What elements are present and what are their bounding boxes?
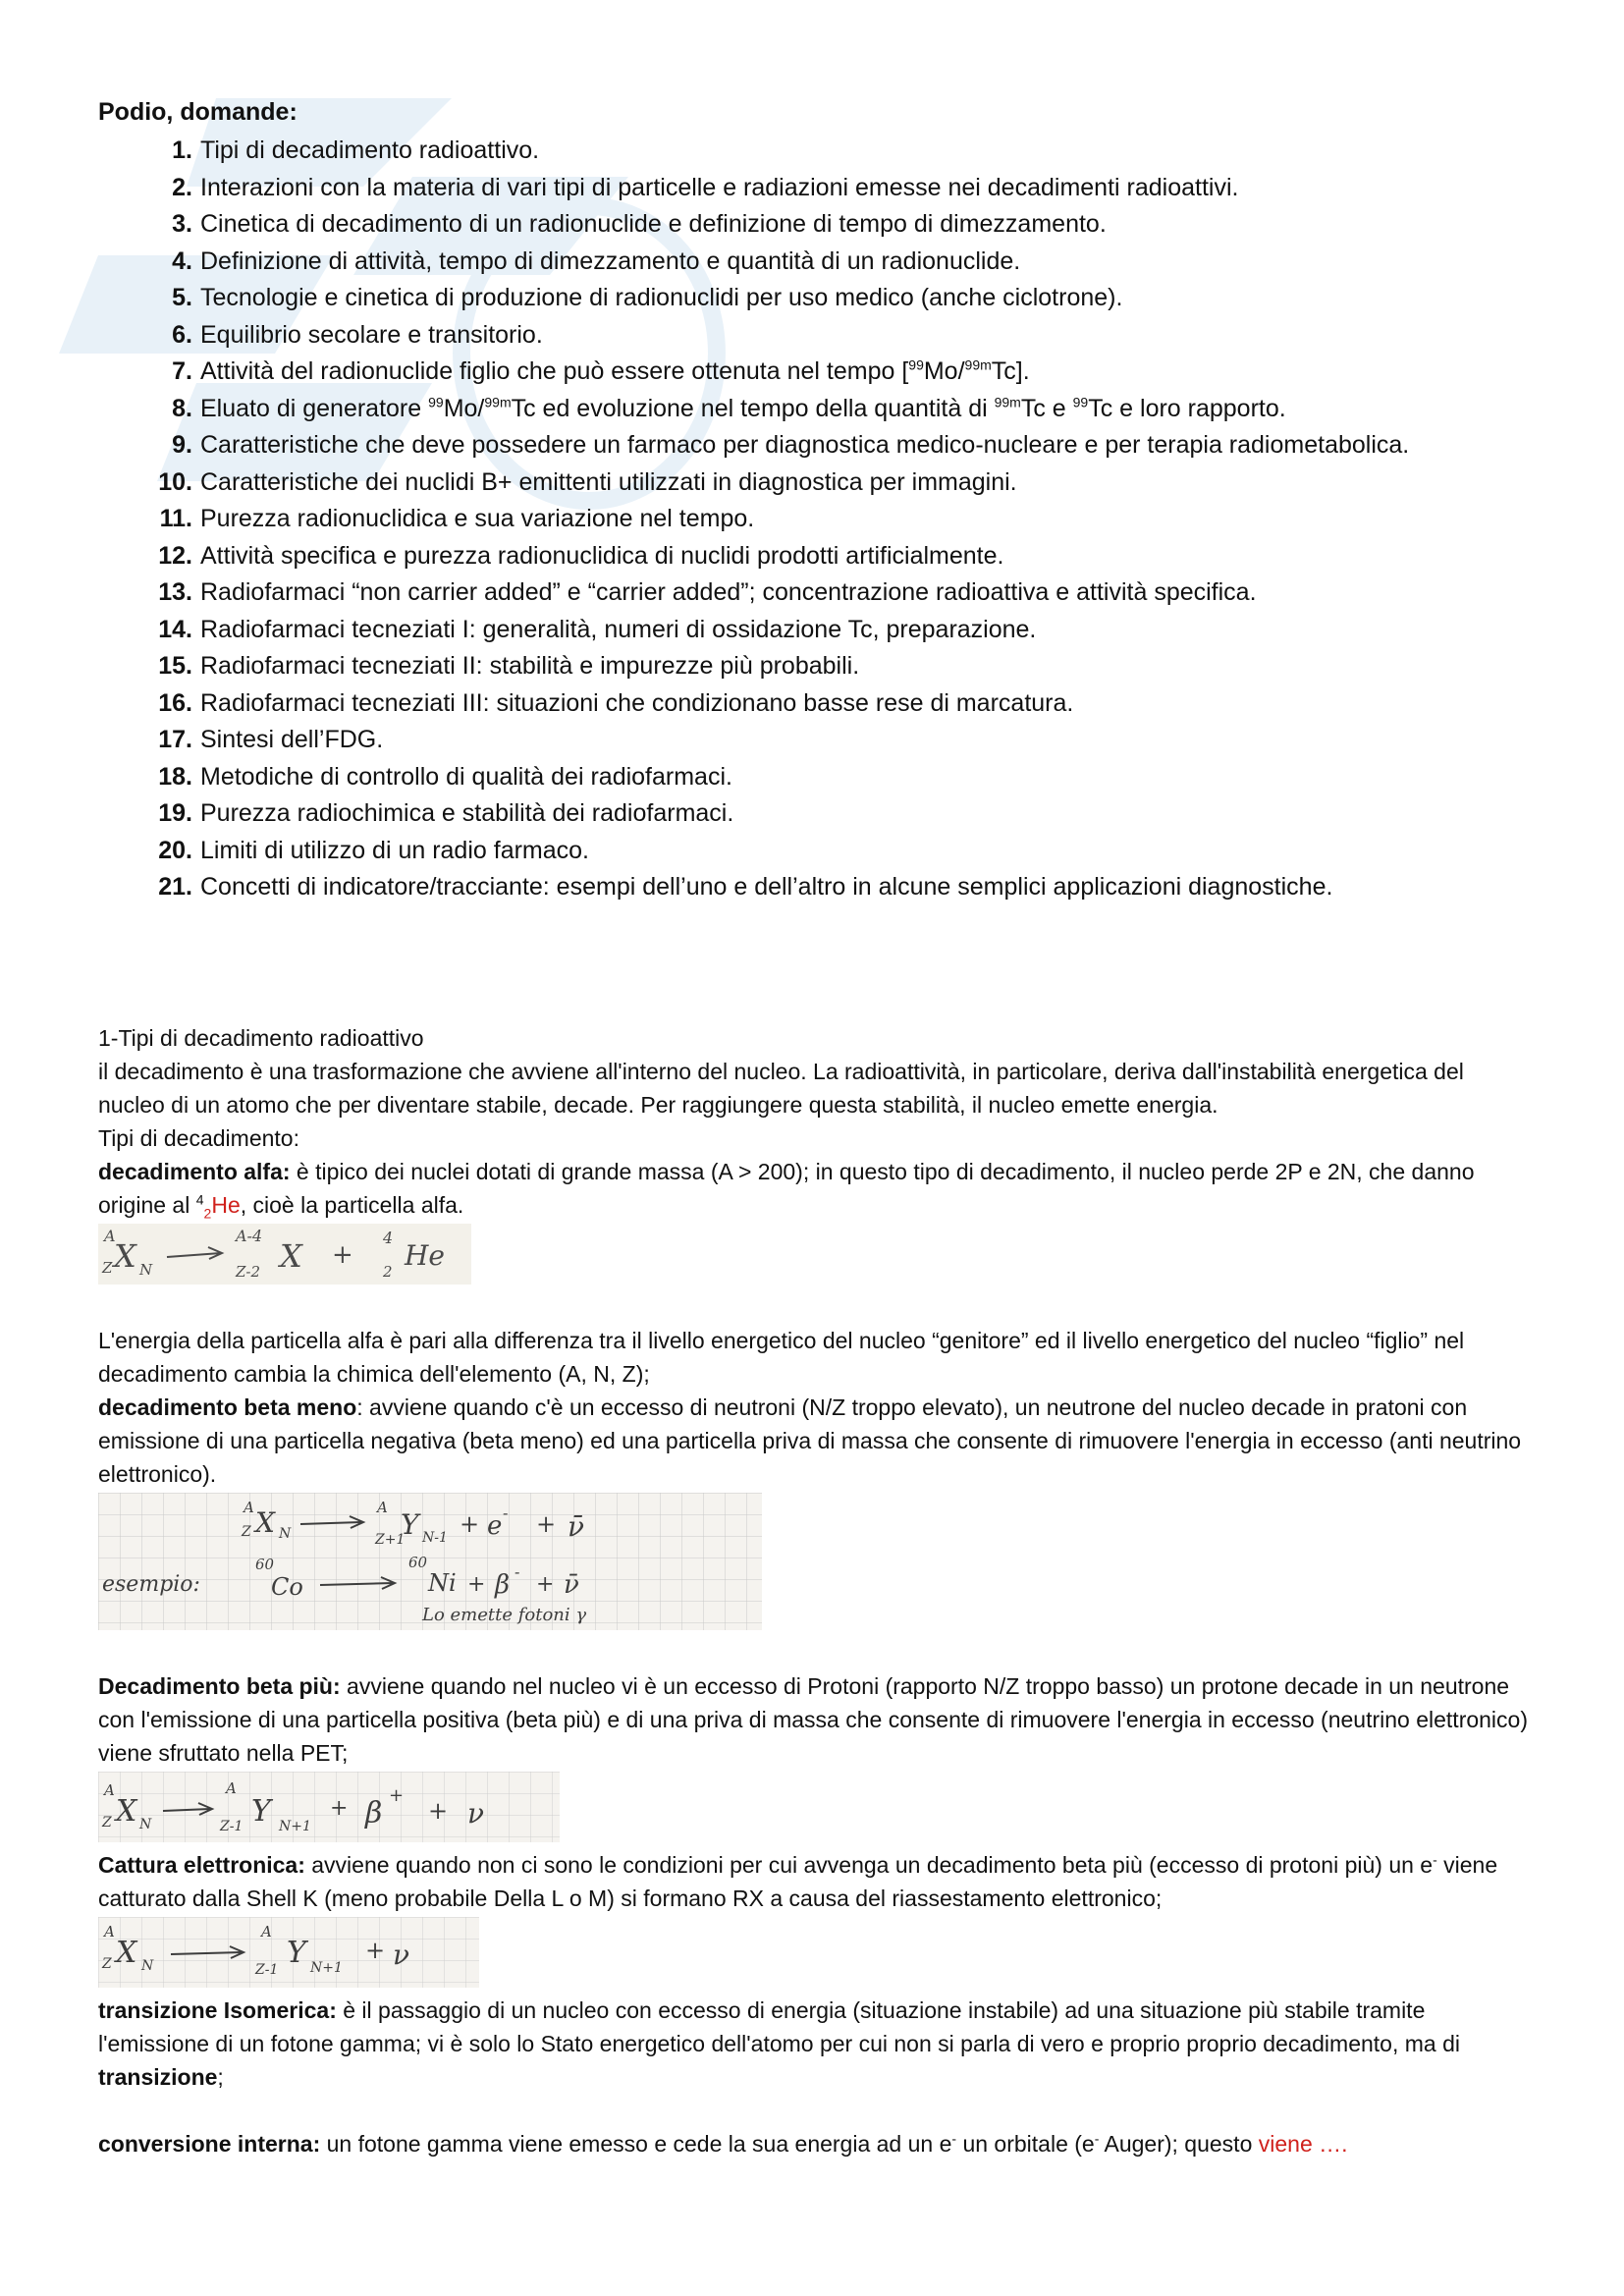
svg-text:N-1: N-1 [422,1530,448,1546]
svg-text:4: 4 [383,1229,394,1247]
electron-capture-equation-image [98,1917,479,1988]
svg-text:Z-1: Z-1 [255,1962,279,1978]
questions-title: Podio, domande: [98,98,298,126]
svg-text:X: X [116,1794,137,1829]
svg-text:+: + [536,1510,557,1538]
svg-text:+: + [460,1510,480,1538]
svg-text:Z: Z [102,1815,112,1831]
section-heading: 1-Tipi di decadimento radioattivo [98,1025,424,1051]
svg-text:A-4: A-4 [236,1227,263,1245]
list-item: 12. Attività specifica e purezza radionuclidica di nuclidi prodotti artificialmente. [158,541,1004,570]
svg-text:X: X [114,1237,136,1275]
isomeric-transition-paragraph: transizione Isomerica: è il passaggio di un nucleo con eccesso di energia (situazione instabile) ad una situazione più stabile tramite l'emissione di un fotone gamma; vi è solo lo Stato energetico dell'atomo per cui non si parla di vero e proprio proprio decadimento, ma di transizione; [98,1997,1460,2090]
svg-text:e: e [487,1511,503,1541]
list-item: 8. Eluato di generatore $^{99}$Mo/$^{99m}$Tc ed evoluzione nel tempo della quantità di $^{99m}$Tc e $^{99}$Tc e loro rapporto. [172,394,1286,422]
electron-capture-paragraph: Cattura elettronica: avviene quando non ci sono le condizioni per cui avvenga un decadimento beta più (eccesso di protoni più) un e- viene catturato dalla Shell K (meno probabile Della L o M) si formano RX a causa del riassestamento elettronico; [98,1851,1498,1911]
list-item: 4. Definizione di attività, tempo di dimezzamento e quantità di un radionuclide. [172,246,1021,275]
svg-text:A: A [244,1499,254,1516]
list-item: 18. Metodiche di controllo di qualità dei radiofarmaci. [158,762,732,791]
list-item: 20. Limiti di utilizzo di un radio farmaco. [158,836,589,864]
list-item: 15. Radiofarmaci tecneziati II: stabilità e impurezze più probabili. [158,652,860,680]
list-item: 9. Caratteristiche che deve possedere un farmaco per diagnostica medico-nucleare e per terapia radiometabolica. [172,431,1410,459]
list-item: 17. Sintesi dell’FDG. [158,726,384,753]
svg-text:+: + [332,1240,353,1270]
svg-text:60: 60 [408,1554,428,1571]
svg-text:N: N [279,1526,292,1542]
svg-text:Co: Co [271,1573,303,1601]
svg-text:Y: Y [251,1794,271,1829]
svg-text:+: + [467,1572,486,1597]
svg-text:2: 2 [383,1263,393,1281]
questions-list [98,133,1532,906]
svg-text:ν̄: ν̄ [568,1510,585,1543]
types-label: Tipi di decadimento: [98,1125,299,1151]
list-item: 10. Caratteristiche dei nuclidi B+ emittenti utilizzati in diagnostica per immagini. [158,467,1017,496]
svg-text:Z-2: Z-2 [236,1263,261,1281]
list-item: 11. Purezza radionuclidica e sua variazione nel tempo. [159,505,755,532]
svg-text:N: N [139,1817,152,1832]
svg-text:Z+1: Z+1 [375,1532,406,1548]
svg-text:Ni: Ni [428,1569,457,1597]
list-item: 13. Radiofarmaci “non carrier added” e “carrier added”; concentrazione radioattiva e attività specifica. [158,578,1257,606]
svg-text:N+1: N+1 [279,1819,311,1834]
svg-text:+: + [330,1796,349,1821]
beta-minus-paragraph: decadimento beta meno: avviene quando c'è un eccesso di neutroni (N/Z troppo elevato), un neutrone del nucleo decade in pratoni con emissione di una particella negativa (beta meno) ed una particella priva di massa che consente di rimuovere l'energia in eccesso (anti neutrino elettronico). [98,1394,1522,1487]
svg-text:A: A [104,1781,115,1799]
svg-text:+: + [536,1572,555,1597]
section-decay-types [98,1021,1532,2160]
svg-text:N: N [139,1261,153,1279]
svg-text:He: He [405,1239,445,1272]
svg-text:Z-1: Z-1 [220,1819,244,1834]
list-item: 7. Attività del radionuclide figlio che può essere ottenuta nel tempo [$^{99}$Mo/$^{99m}$Tc]. [172,356,1030,385]
svg-text:Z: Z [102,1259,113,1277]
svg-text:Z: Z [242,1524,251,1540]
alpha-paragraph: decadimento alfa: è tipico dei nuclei dotati di grande massa (A > 200); in questo tipo di decadimento, il nucleo perde 2P e 2N, che danno origine al $^4_2$He, cioè la particella alfa. [98,1159,1475,1222]
svg-text:-: - [514,1562,520,1581]
list-item: 14. Radiofarmaci tecneziati I: generalità, numeri di ossidazione Tc, preparazione. [158,615,1037,643]
list-item: 21. Concetti di indicatore/tracciante: esempi dell’uno e dell’altro in alcune semplici applicazioni diagnostiche. [158,873,1333,901]
svg-text:+: + [365,1937,386,1964]
svg-text:ν̄: ν̄ [564,1570,579,1600]
svg-text:Lo emette fotoni γ: Lo emette fotoni γ [422,1605,587,1625]
svg-text:Y: Y [401,1508,419,1541]
svg-text:N+1: N+1 [310,1960,343,1976]
svg-text:A: A [226,1779,237,1797]
svg-text:ν: ν [393,1939,410,1971]
svg-text:+: + [389,1785,405,1806]
list-item: 1. Tipi di decadimento radioattivo. [172,137,540,164]
svg-text:60: 60 [255,1556,275,1573]
beta-plus-paragraph: Decadimento beta più: avviene quando nel nucleo vi è un eccesso di Protoni (rapporto N/Z troppo basso) un protone decade in un neutrone con l'emissione di una particella positiva (beta più) e di una priva di massa che consente di rimuovere l'energia in eccesso (neutrino elettronico) viene sfruttato nella PET; [98,1673,1528,1766]
list-item: 2. Interazioni con la materia di vari tipi di particelle e radiazioni emesse nei decadimenti radioattivi. [172,173,1239,201]
svg-text:X: X [255,1506,275,1539]
svg-text:A: A [104,1923,115,1941]
section-intro: il decadimento è una trasformazione che avviene all'interno del nucleo. La radioattività, in particolare, deriva dall'instabilità energetica del nucleo di un atomo che per diventare stabile, decade. Per raggiungere questa stabilità, il nucleo emette energia. [98,1059,1464,1118]
hw-a: A [104,1227,116,1245]
beta-minus-equation-image [98,1493,762,1630]
svg-text:A: A [377,1499,388,1516]
svg-text:ν: ν [467,1797,485,1830]
svg-text:+: + [428,1797,449,1825]
svg-text:β: β [495,1570,511,1600]
list-item: 6. Equilibrio secolare e transitorio. [172,320,543,349]
svg-text:A: A [261,1923,272,1941]
list-item: 19. Purezza radiochimica e stabilità dei radiofarmaci. [158,799,734,827]
svg-text:β: β [365,1796,383,1831]
alpha-equation-image [98,1224,471,1285]
list-item: 5. Tecnologie e cinetica di produzione di radionuclidi per uso medico (anche ciclotrone). [172,284,1123,311]
svg-text:X: X [280,1237,302,1275]
internal-conversion-paragraph: conversione interna: un fotone gamma viene emesso e cede la sua energia ad un e- un orbitale (e- Auger); questo viene …. [98,2130,1348,2157]
svg-text:N: N [141,1958,154,1974]
svg-text:esempio:: esempio: [102,1572,200,1597]
beta-plus-equation-image [98,1772,560,1842]
svg-text:Y: Y [287,1936,306,1970]
list-item: 3. Cinetica di decadimento di un radionuclide e definizione di tempo di dimezzamento. [172,210,1107,238]
svg-text:-: - [503,1503,509,1522]
alpha-energy-paragraph: L'energia della particella alfa è pari alla differenza tra il livello energetico del nucleo “genitore” ed il livello energetico del nucleo “figlio” nel decadimento cambia la chimica dell'elemento (A, N, Z); [98,1328,1465,1387]
svg-text:Z: Z [102,1956,112,1972]
svg-text:X: X [116,1936,137,1970]
list-item: 16. Radiofarmaci tecneziati III: situazioni che condizionano basse rese di marcatura. [158,688,1074,717]
